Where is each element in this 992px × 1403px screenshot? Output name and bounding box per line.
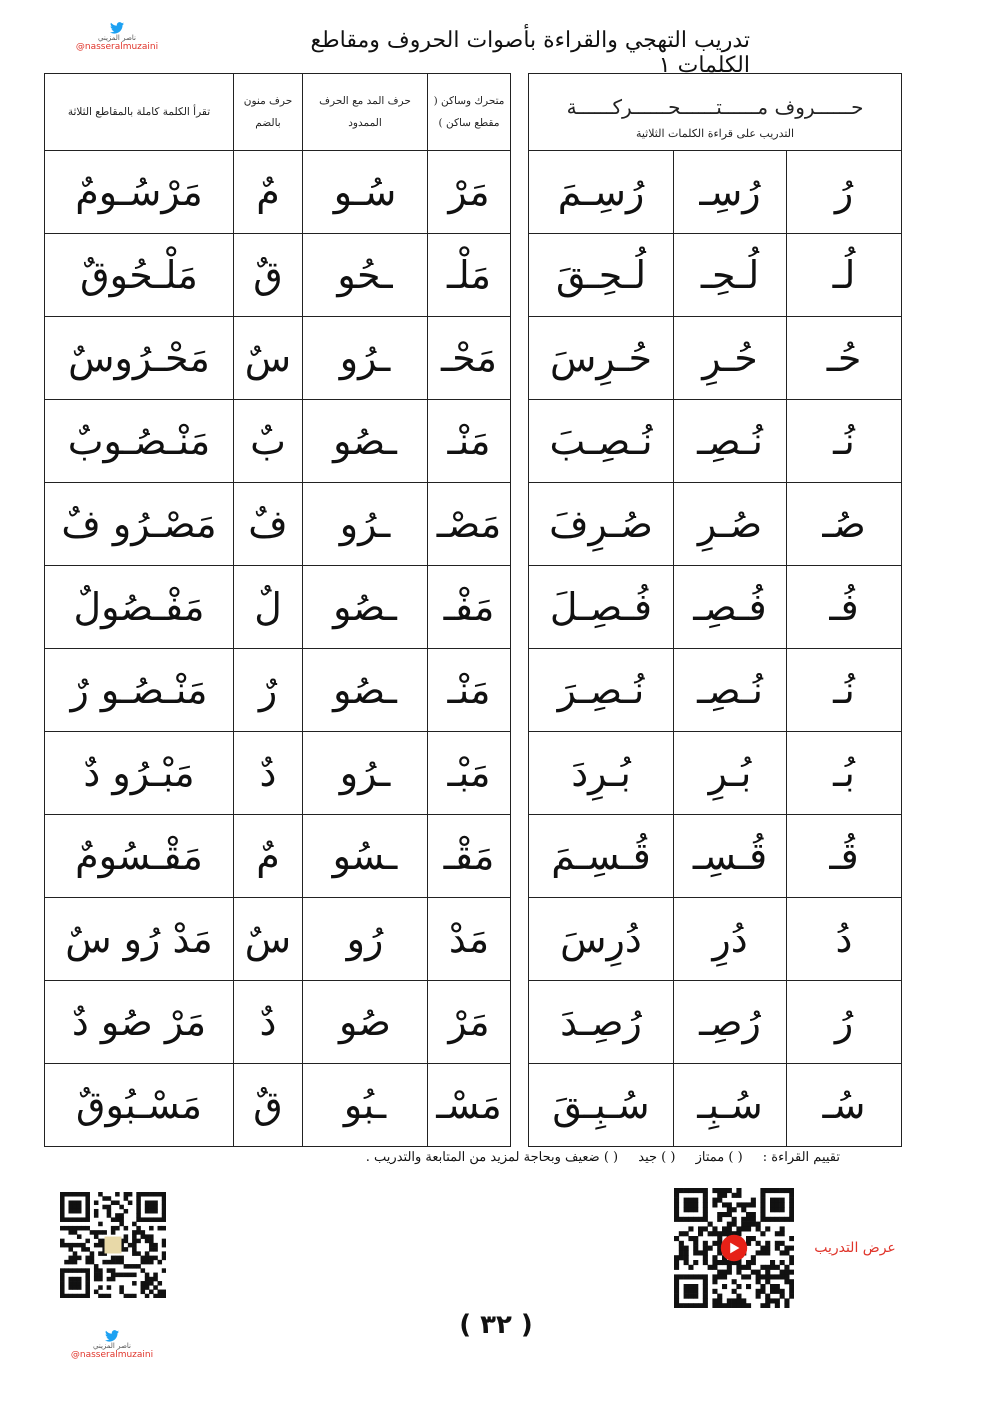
table-row	[45, 151, 511, 234]
sukun-cell: مَحْـ	[428, 317, 511, 400]
syllable-cell: بُـرِ	[674, 732, 787, 815]
syllable-cell: نُـصِـ	[674, 649, 787, 732]
madd-cell: ـصُو	[303, 566, 428, 649]
table-row	[529, 898, 902, 981]
table-row	[45, 649, 511, 732]
syllable-cell: رُسِـ	[674, 151, 787, 234]
tanween-cell: مٌ	[234, 815, 303, 898]
header-full-word: تقرأ الكلمة كاملة بالمقاطع الثلاثة	[45, 74, 234, 151]
letter-cell: دُ	[787, 898, 902, 981]
table-row	[529, 732, 902, 815]
right-table-subtitle: التدريب على قراءة الكلمات الثلاثية	[635, 126, 795, 140]
syllable-cell: صُـرِ	[674, 483, 787, 566]
letter-cell: بُـ	[787, 732, 902, 815]
syllable-cell: حُـرِ	[674, 317, 787, 400]
full-word-cell: مَصْـرُو فٌ	[45, 483, 234, 566]
sukun-cell: مَرْ	[428, 151, 511, 234]
tanween-cell: مٌ	[234, 151, 303, 234]
brand-handle[interactable]: @nasseralmuzaini	[70, 1350, 154, 1360]
tanween-cell: دٌ	[234, 981, 303, 1064]
table-row	[45, 317, 511, 400]
rating-excellent[interactable]: ( ) ممتاز	[695, 1150, 743, 1165]
full-word-cell: مَحْـرُوسٌ	[45, 317, 234, 400]
madd-cell: ـصُو	[303, 649, 428, 732]
twitter-icon	[110, 22, 124, 34]
syllable-cell: لُـحِـ	[674, 234, 787, 317]
rating-label: تقييم القراءة :	[762, 1150, 840, 1165]
sukun-cell: مَرْ	[428, 981, 511, 1064]
full-word-cell: مَلْـحُوقٌ	[45, 234, 234, 317]
video-training-link[interactable]: عرض التدريب	[814, 1240, 896, 1256]
right-table-header	[529, 74, 902, 151]
word-cell: رُسِـمَ	[529, 151, 674, 234]
table-row	[45, 483, 511, 566]
header-sukun: متحرك وساكن ( مقطع ساكن )	[428, 74, 511, 151]
madd-cell: ـرُو	[303, 317, 428, 400]
full-word-cell: مَبْـرُو دٌ	[45, 732, 234, 815]
madd-cell: ـسُو	[303, 815, 428, 898]
word-cell: لُـحِـقَ	[529, 234, 674, 317]
sukun-cell: مَفْـ	[428, 566, 511, 649]
letter-cell: نُـ	[787, 649, 902, 732]
letter-cell: رُ	[787, 981, 902, 1064]
madd-cell: ـحُو	[303, 234, 428, 317]
madd-cell: ـصُو	[303, 400, 428, 483]
tanween-cell: سٌ	[234, 317, 303, 400]
word-cell: حُـرِسَ	[529, 317, 674, 400]
word-cell: نُـصِـرَ	[529, 649, 674, 732]
syllable-cell: فُـصِـ	[674, 566, 787, 649]
table-row	[45, 566, 511, 649]
rating-good[interactable]: ( ) جيد	[638, 1150, 676, 1165]
tanween-cell: بٌ	[234, 400, 303, 483]
syllable-training-table	[528, 73, 902, 1147]
word-cell: رُصِـدَ	[529, 981, 674, 1064]
letter-cell: رُ	[787, 151, 902, 234]
table-row	[529, 815, 902, 898]
qr-code-icon[interactable]	[60, 1192, 166, 1298]
full-word-cell: مَسْـبُوقٌ	[45, 1064, 234, 1147]
table-row	[529, 151, 902, 234]
table-row	[529, 566, 902, 649]
letter-cell: فُـ	[787, 566, 902, 649]
tanween-cell: سٌ	[234, 898, 303, 981]
tanween-cell: رٌ	[234, 649, 303, 732]
syllable-cell: نُـصِـ	[674, 400, 787, 483]
table-row	[45, 981, 511, 1064]
header-madd: حرف المد مع الحرف الممدود	[303, 74, 428, 151]
page-number: ( ٣٢ )	[459, 1310, 533, 1340]
sukun-cell: مَبْـ	[428, 732, 511, 815]
sukun-cell: مَلْـ	[428, 234, 511, 317]
twitter-icon	[105, 1330, 119, 1342]
page-title: تدريب التهجي والقراءة بأصوات الحروف ومقاطع الكلمات ١	[310, 28, 750, 78]
table-row	[45, 234, 511, 317]
qr-code-video-icon[interactable]	[674, 1188, 794, 1308]
madd-cell: ـرُو	[303, 732, 428, 815]
table-row	[529, 1064, 902, 1147]
logo-icon	[105, 1237, 122, 1254]
table-row	[45, 1064, 511, 1147]
sukun-cell: مَقْـ	[428, 815, 511, 898]
full-word-cell: مَدْ رُو سٌ	[45, 898, 234, 981]
full-word-cell: مَفْـصُولٌ	[45, 566, 234, 649]
full-word-cell: مَنْـصُـو رٌ	[45, 649, 234, 732]
tanween-cell: قٌ	[234, 234, 303, 317]
brand-handle[interactable]: @nasseralmuzaini	[75, 42, 159, 52]
sukun-cell: مَدْ	[428, 898, 511, 981]
table-row	[529, 234, 902, 317]
letter-cell: حُـ	[787, 317, 902, 400]
brand-badge-top	[72, 22, 162, 52]
reading-rating	[90, 1150, 840, 1165]
letter-cell: نُـ	[787, 400, 902, 483]
word-cell: صُـرِفَ	[529, 483, 674, 566]
madd-cell: ـبُو	[303, 1064, 428, 1147]
letter-cell: سُـ	[787, 1064, 902, 1147]
table-row	[529, 400, 902, 483]
full-word-cell: مَرْ صُو دٌ	[45, 981, 234, 1064]
syllable-cell: رُصِـ	[674, 981, 787, 1064]
right-table-title: حــــــروف مــــــتــــــحــــــركــــــة	[566, 94, 864, 119]
table-row	[45, 815, 511, 898]
sukun-cell: مَصْـ	[428, 483, 511, 566]
madd-cell: سُـو	[303, 151, 428, 234]
tanween-cell: قٌ	[234, 1064, 303, 1147]
sukun-cell: مَسْـ	[428, 1064, 511, 1147]
table-row	[45, 898, 511, 981]
letter-cell: قُـ	[787, 815, 902, 898]
letter-cell: لُـ	[787, 234, 902, 317]
full-word-cell: مَقْـسُومٌ	[45, 815, 234, 898]
header-tanween: حرف منون بالضم	[234, 74, 303, 151]
syllable-cell: سُـبِـ	[674, 1064, 787, 1147]
table-row	[529, 981, 902, 1064]
brand-badge-bottom	[62, 1330, 162, 1360]
syllable-cell: قُـسِـ	[674, 815, 787, 898]
table-row	[529, 317, 902, 400]
sukun-cell: مَنْـ	[428, 400, 511, 483]
tanween-cell: فٌ	[234, 483, 303, 566]
syllable-cell: دُرِ	[674, 898, 787, 981]
word-cell: بُـرِدَ	[529, 732, 674, 815]
table-row	[45, 732, 511, 815]
table-row	[45, 400, 511, 483]
table-row	[529, 649, 902, 732]
tanween-cell: لٌ	[234, 566, 303, 649]
tanween-cell: دٌ	[234, 732, 303, 815]
brand-name: ناصر المزيني	[93, 1342, 131, 1350]
madd-cell: صُو	[303, 981, 428, 1064]
rating-weak[interactable]: ( ) ضعيف وبحاجة لمزيد من المتابعة والتدريب .	[365, 1150, 619, 1165]
brand-name: ناصر المزيني	[98, 34, 136, 42]
word-cell: دُرِسَ	[529, 898, 674, 981]
word-cell: قُـسِـمَ	[529, 815, 674, 898]
word-reading-table	[44, 73, 511, 1147]
word-cell: سُـبِـقَ	[529, 1064, 674, 1147]
full-word-cell: مَنْـصُـوبٌ	[45, 400, 234, 483]
word-cell: فُـصِـلَ	[529, 566, 674, 649]
full-word-cell: مَرْسُـومٌ	[45, 151, 234, 234]
word-cell: نُـصِـبَ	[529, 400, 674, 483]
madd-cell: رُو	[303, 898, 428, 981]
sukun-cell: مَنْـ	[428, 649, 511, 732]
madd-cell: ـرُو	[303, 483, 428, 566]
letter-cell: صُـ	[787, 483, 902, 566]
table-row	[529, 483, 902, 566]
